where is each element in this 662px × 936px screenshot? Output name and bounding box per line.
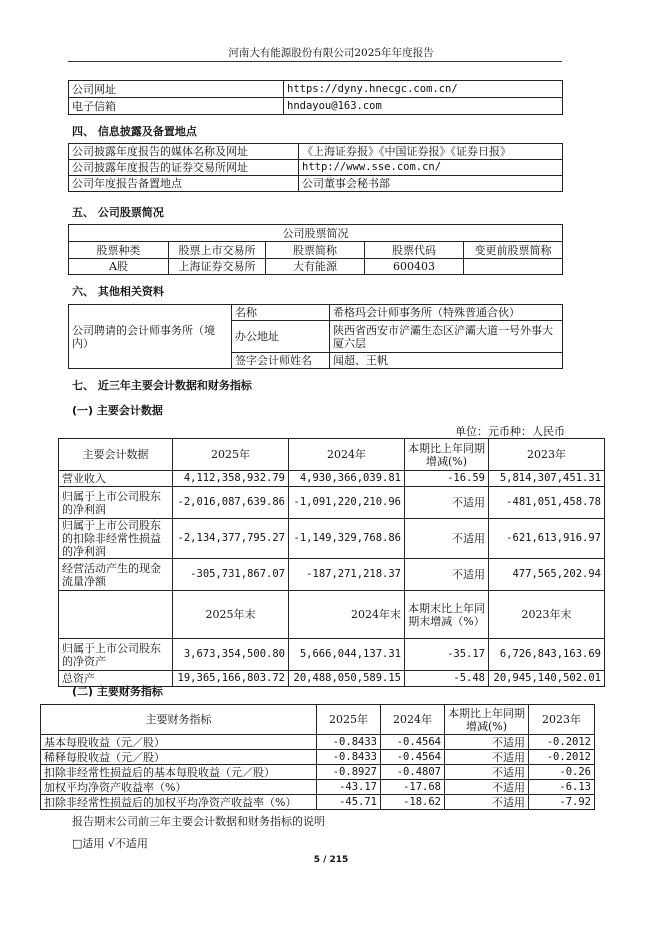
acct-value: 20,945,140,502.01 xyxy=(489,671,605,687)
acct-value: -481,051,458.78 xyxy=(489,487,605,519)
stock-header: 变更前股票简称 xyxy=(464,242,563,259)
acct-value: 6,726,843,163.69 xyxy=(489,639,605,671)
section7-title: 七、 近三年主要会计数据和财务指标 xyxy=(72,379,252,392)
contact-table xyxy=(68,80,563,115)
fin-value: -17.68 xyxy=(381,780,445,795)
disclosure-label: 公司披露年度报告的证券交易所网址 xyxy=(69,160,299,176)
disclosure-label: 公司披露年度报告的媒体名称及网址 xyxy=(69,144,299,160)
contact-label: 电子信箱 xyxy=(69,98,284,115)
disclosure-table xyxy=(68,143,563,192)
applicability-checkbox: □适用 √不适用 xyxy=(72,837,148,850)
fin-value: -0.2012 xyxy=(529,750,595,765)
acct-value: 不适用 xyxy=(405,559,489,591)
website-value: https://dyny.hnecgc.com.cn/ xyxy=(284,81,563,98)
fin-header: 本期比上年同期增减(%) xyxy=(445,705,529,735)
acct-label: 经营活动产生的现金流量净额 xyxy=(59,559,173,591)
stock-cell: 600403 xyxy=(365,259,464,275)
acct-header: 2025年末 xyxy=(173,591,289,639)
auditor-field: 名称 xyxy=(232,305,330,321)
fin-value: -0.4807 xyxy=(381,765,445,780)
acct-value: 3,673,354,500.80 xyxy=(173,639,289,671)
acct-label: 总资产 xyxy=(59,671,173,687)
fin-value: -0.26 xyxy=(529,765,595,780)
fin-header: 主要财务指标 xyxy=(41,705,317,735)
auditor-value: 希格玛会计师事务所（特殊普通合伙） xyxy=(330,305,563,321)
acct-value: -35.17 xyxy=(405,639,489,671)
fin-value: -0.2012 xyxy=(529,735,595,750)
auditor-value: 闻超、王帆 xyxy=(330,353,563,369)
stock-cell xyxy=(464,259,563,275)
acct-value: 5,666,044,137.31 xyxy=(289,639,405,671)
disclosure-value: http://www.sse.com.cn/ xyxy=(299,160,563,176)
acct-label: 归属于上市公司股东的净利润 xyxy=(59,487,173,519)
accounting-table xyxy=(58,438,605,687)
fin-value: -0.4564 xyxy=(381,735,445,750)
disclosure-value: 公司董事会秘书部 xyxy=(299,176,563,192)
auditor-field: 办公地址 xyxy=(232,321,330,353)
fin-label: 扣除非经常性损益后的基本每股收益（元／股） xyxy=(41,765,317,780)
acct-header: 2023年末 xyxy=(489,591,605,639)
stock-cell: 大有能源 xyxy=(266,259,365,275)
fin-label: 基本每股收益（元／股） xyxy=(41,735,317,750)
sub1-title: (一) 主要会计数据 xyxy=(72,404,163,417)
acct-label: 归属于上市公司股东的净资产 xyxy=(59,639,173,671)
fin-value: 不适用 xyxy=(445,765,529,780)
fin-header: 2025年 xyxy=(317,705,381,735)
fin-value: -7.92 xyxy=(529,795,595,810)
auditor-label: 公司聘请的会计师事务所（境内） xyxy=(69,305,232,369)
acct-value: 不适用 xyxy=(405,519,489,559)
fin-value: -0.4564 xyxy=(381,750,445,765)
fin-label: 扣除非经常性损益后的加权平均净资产收益率（%） xyxy=(41,795,317,810)
acct-value: -1,091,220,210.96 xyxy=(289,487,405,519)
acct-header: 本期末比上年同期末增减（%） xyxy=(405,591,489,639)
acct-header: 2024年 xyxy=(289,439,405,471)
acct-value: 477,565,202.94 xyxy=(489,559,605,591)
acct-label: 营业收入 xyxy=(59,471,173,487)
acct-value: -5.48 xyxy=(405,671,489,687)
acct-value: -1,149,329,768.86 xyxy=(289,519,405,559)
page-number: 5 / 215 xyxy=(313,855,349,865)
section5-title: 五、 公司股票简况 xyxy=(72,206,164,219)
fin-value: -0.8433 xyxy=(317,750,381,765)
acct-value: 5,814,307,451.31 xyxy=(489,471,605,487)
acct-value: -305,731,867.07 xyxy=(173,559,289,591)
acct-value: -2,016,087,639.86 xyxy=(173,487,289,519)
fin-value: 不适用 xyxy=(445,780,529,795)
disclosure-label: 公司年度报告备置地点 xyxy=(69,176,299,192)
fin-label: 稀释每股收益（元／股） xyxy=(41,750,317,765)
acct-value: 19,365,166,803.72 xyxy=(173,671,289,687)
stock-table xyxy=(68,224,563,275)
fin-header: 2023年 xyxy=(529,705,595,735)
acct-header: 2023年 xyxy=(489,439,605,471)
acct-header: 主要会计数据 xyxy=(59,439,173,471)
contact-label: 公司网址 xyxy=(69,81,284,98)
fin-value: 不适用 xyxy=(445,750,529,765)
stock-cell: 上海证券交易所 xyxy=(169,259,266,275)
acct-value: 20,488,050,589.15 xyxy=(289,671,405,687)
acct-value: 4,112,358,932.79 xyxy=(173,471,289,487)
stock-cell: A股 xyxy=(69,259,169,275)
acct-header xyxy=(59,591,173,639)
fin-value: -45.71 xyxy=(317,795,381,810)
fin-value: -18.62 xyxy=(381,795,445,810)
fin-header: 2024年 xyxy=(381,705,445,735)
fin-value: 不适用 xyxy=(445,735,529,750)
stock-header: 股票代码 xyxy=(365,242,464,259)
auditor-field: 签字会计师姓名 xyxy=(232,353,330,369)
acct-label: 归属于上市公司股东的扣除非经常性损益的净利润 xyxy=(59,519,173,559)
header-divider xyxy=(68,61,562,62)
email-value: hndayou@163.com xyxy=(284,98,563,115)
stock-header: 股票简称 xyxy=(266,242,365,259)
section6-title: 六、 其他相关资料 xyxy=(72,285,164,298)
fin-label: 加权平均净资产收益率（%） xyxy=(41,780,317,795)
acct-value: -2,134,377,795.27 xyxy=(173,519,289,559)
sub2-title: (二) 主要财务指标 xyxy=(72,685,163,698)
stock-header: 股票种类 xyxy=(69,242,169,259)
fin-value: -6.13 xyxy=(529,780,595,795)
fin-value: -43.17 xyxy=(317,780,381,795)
acct-value: -621,613,916.97 xyxy=(489,519,605,559)
acct-value: 4,930,366,039.81 xyxy=(289,471,405,487)
stock-header: 股票上市交易所 xyxy=(169,242,266,259)
fin-value: -0.8433 xyxy=(317,735,381,750)
fin-value: 不适用 xyxy=(445,795,529,810)
acct-value: -187,271,218.37 xyxy=(289,559,405,591)
financial-indicators-table xyxy=(40,704,595,810)
section4-title: 四、 信息披露及备置地点 xyxy=(72,125,197,138)
disclosure-value: 《上海证券报》《中国证券报》《证券日报》 xyxy=(299,144,563,160)
acct-value: -16.59 xyxy=(405,471,489,487)
explanation-note: 报告期末公司前三年主要会计数据和财务指标的说明 xyxy=(72,815,325,828)
stock-table-title: 公司股票简况 xyxy=(69,225,563,242)
auditor-value: 陕西省西安市浐灞生态区浐灞大道一号外事大厦六层 xyxy=(330,321,563,353)
page-header: 河南大有能源股份有限公司2025年年度报告 xyxy=(228,47,434,59)
acct-value: 不适用 xyxy=(405,487,489,519)
acct-header: 2025年 xyxy=(173,439,289,471)
fin-value: -0.8927 xyxy=(317,765,381,780)
acct-header: 2024年末 xyxy=(289,591,405,639)
auditor-table xyxy=(68,304,563,369)
acct-header: 本期比上年同期增减(%) xyxy=(405,439,489,471)
unit-label: 单位：元币种：人民币 xyxy=(455,425,565,438)
